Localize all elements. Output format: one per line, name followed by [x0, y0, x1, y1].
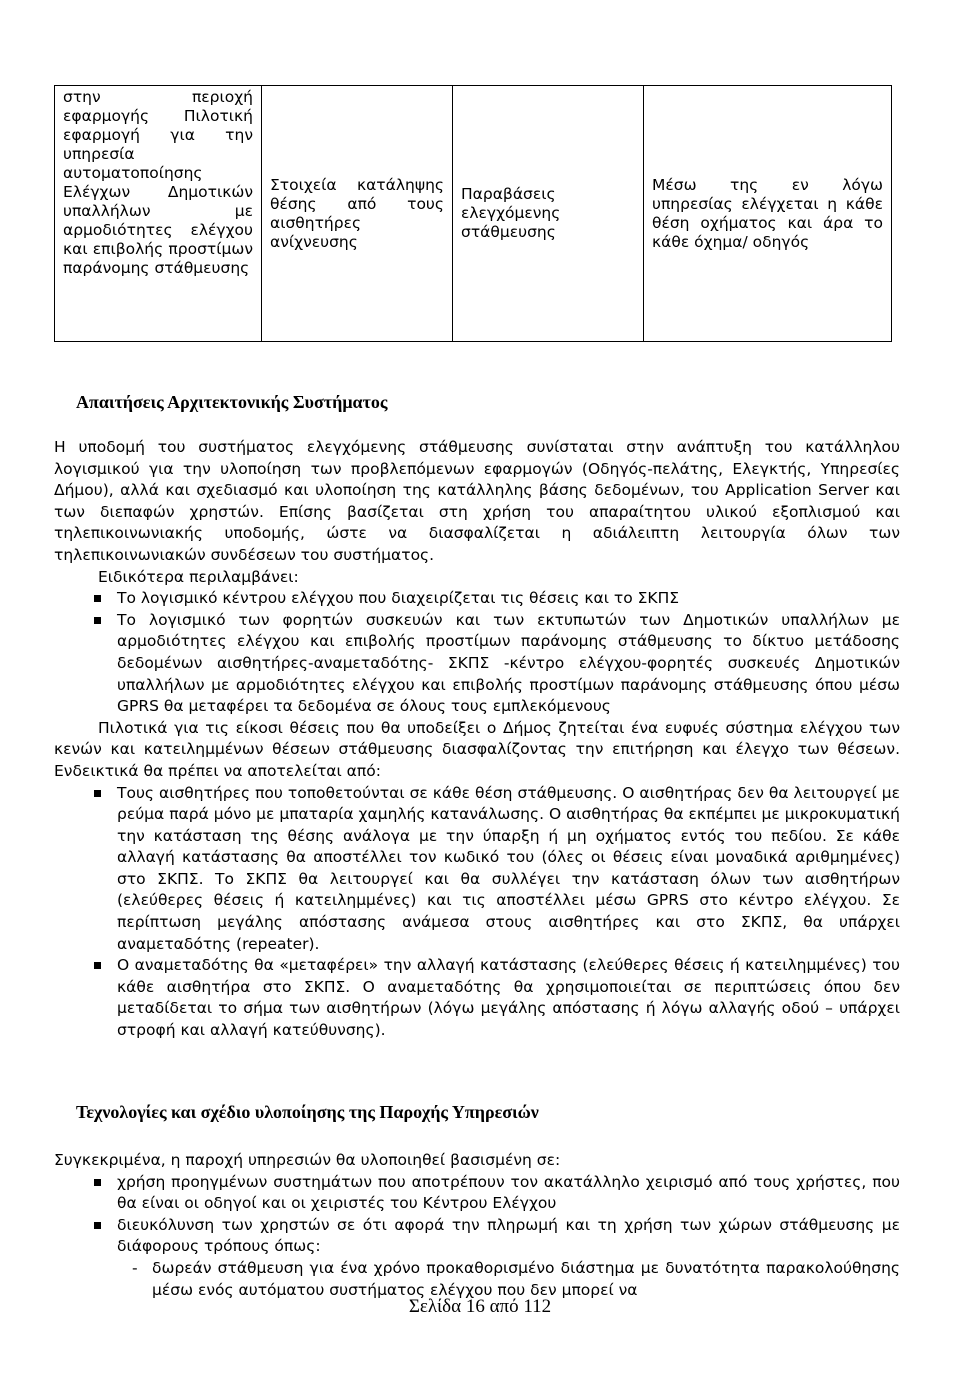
table-cell-area: στην περιοχή εφαρμογής Πιλοτική εφαρμογή για την υπηρεσία αυτοματοποίησης Ελέγχων Δημοτικών υπαλλήλων με αρμοδιότητες ελέγχου και επιβολής προστίμων παράνομης στάθμευσης [55, 86, 262, 342]
page-footer: Σελίδα 16 από 112 [408, 1296, 552, 1317]
table-cell-violations: Παραβάσεις ελεγχόμενης στάθμευσης [453, 86, 644, 342]
table-cell-data: Στοιχεία κατάληψης θέσης από τους αισθητήρες ανίχνευσης [262, 86, 453, 342]
dash-marker: - [132, 1258, 138, 1277]
paragraph: Η υποδομή του συστήματος ελεγχόμενης στάθμευσης συνίσταται στην ανάπτυξη του κατάλληλου λογισμικού για την υλοποίηση των προβλεπόμενων εφαρμογών (Οδηγός-πελάτης, Ελεγκτής, Υπηρεσίες Δήμου), αλλά και σχεδιασμό και υλοποίηση της κατάλληλης βάσης δεδομένων, του Application Server και των διεπαφών χρηστών. Επίσης βασίζεται στη χρήση του απαραίτητου υλικού εξοπλισμού και τηλεπικοινωνιακής υποδομής, ώστε να διασφαλίζεται η αδιάλειπτη λειτουργία όλων των τηλεπικοινωνιακών συνδέσεων του συστήματος. [54, 438, 900, 564]
bullet-list [54, 588, 900, 718]
list-item: Το λογισμικό των φορητών συσκευών και των εκτυπωτών των Δημοτικών υπαλλήλων με αρμοδιότητες ελέγχου και επιβολής προστίμων παράνομης στάθμευσης το δίκτυο μετάδοσης δεδομένων αισθητήρες-αναμεταδότης- ΣΚΠΣ -κέντρο ελέγχου-φορητές συσκευές Δημοτικών υπαλλήλων με αρμοδιότητες ελέγχου και επιβολής προστίμων παράνομης στάθμευσης όπου μέσω GPRS θα μεταφέρει τα δεδομένα σε όλους τους εμπλεκόμενους [54, 610, 900, 718]
list-item: Ο αναμεταδότης θα «μεταφέρει» την αλλαγή κατάστασης (ελεύθερες θέσεις ή κατειλημμένες) του κάθε αισθητήρα στο ΣΚΠΣ. Ο αναμεταδότης θα χρησιμοποιείται σε περιπτώσεις όπου δεν μεταδίδεται το σήμα των αισθητήρων (λόγω μεγάλης απόστασης ή λόγω αλλαγής οδού – υπάρχει στροφή και αλλαγή κατεύθυνσης). [54, 955, 900, 1041]
section-body-technologies [54, 1150, 900, 1301]
bullet-list [54, 1172, 900, 1258]
section-heading-technologies: Τεχνολογίες και σχέδιο υλοποίησης της Παροχής Υπηρεσιών [76, 1102, 539, 1122]
list-item: Τους αισθητήρες που τοποθετούνται σε κάθε θέση στάθμευσης. Ο αισθητήρας δεν θα λειτουργεί με ρεύμα παρά μόνο με μπαταρία χαμηλής κατανάλωσης. Ο αισθητήρας θα εκπέμπει με μικροκυματική την κατάσταση της θέσης ανάλογα με την ύπαρξη ή μη οχήματος εντός του πεδίου. Σε κάθε αλλαγή κατάστασης θα αποστέλλει τον κωδικό του (όλες οι θέσεις είναι μοναδικά αριθμημένες) στο ΣΚΠΣ. Το ΣΚΠΣ θα λειτουργεί και θα συλλέγει την κατάσταση όλων των αισθητήρων (ελεύθερες θέσεις ή κατειλημμένες) και τις αποστέλλει μέσω GPRS στο κέντρο ελέγχου. Σε περίπτωση μεγάλης απόστασης ανάμεσα στους αισθητήρες και στο ΣΚΠΣ, θα υπάρχει αναμεταδότης (repeater). [54, 783, 900, 956]
table-cell-description: Μέσω της εν λόγω υπηρεσίας ελέγχεται η κάθε θέση οχήματος και άρα το κάθε όχημα/ οδηγός [644, 86, 892, 342]
paragraph: Συγκεκριμένα, η παροχή υπηρεσιών θα υλοποιηθεί βασισμένη σε: [54, 1151, 561, 1169]
square-bullet-icon [94, 595, 101, 602]
list-item: χρήση προηγμένων συστημάτων που αποτρέπουν τον ακατάλληλο χειρισμό από τους χρήστες, που θα είναι οι οδηγοί και οι χειριστές του Κέντρου Ελέγχου [54, 1172, 900, 1215]
square-bullet-icon [94, 617, 101, 624]
square-bullet-icon [94, 790, 101, 797]
dash-list-item: - δωρεάν στάθμευση για ένα χρόνο προκαθορισμένο διάστημα με δυνατότητα παρακολούθησης μέσω ενός αυτόματου συστήματος ελέγχου που δεν μπορεί να [132, 1258, 900, 1299]
list-item: Το λογισμικό κέντρου ελέγχου που διαχειρίζεται τις θέσεις και το ΣΚΠΣ [54, 588, 900, 610]
paragraph: Ειδικότερα περιλαμβάνει: [98, 567, 299, 586]
paragraph: Πιλοτικά για τις είκοσι θέσεις που θα υποδείξει ο Δήμος ζητείται ένα ευφυές σύστημα ελέγχου των κενών και κατειλημμένων θέσεων στάθμευσης διασφαλίζοντας την επιτήρηση και έλεγχο των θέσεων. Ενδεικτικά θα πρέπει να αποτελείται από: [54, 718, 900, 780]
square-bullet-icon [94, 962, 101, 969]
bullet-list [54, 783, 900, 1042]
section-heading-architecture: Απαιτήσεις Αρχιτεκτονικής Συστήματος [76, 392, 388, 412]
section-body-architecture [54, 437, 900, 1042]
info-table [54, 85, 892, 342]
list-item: διευκόλυνση των χρηστών σε ότι αφορά την πληρωμή και τη χρήση των χώρων στάθμευσης με διάφορους τρόπους όπως: [54, 1215, 900, 1258]
square-bullet-icon [94, 1179, 101, 1186]
square-bullet-icon [94, 1222, 101, 1229]
